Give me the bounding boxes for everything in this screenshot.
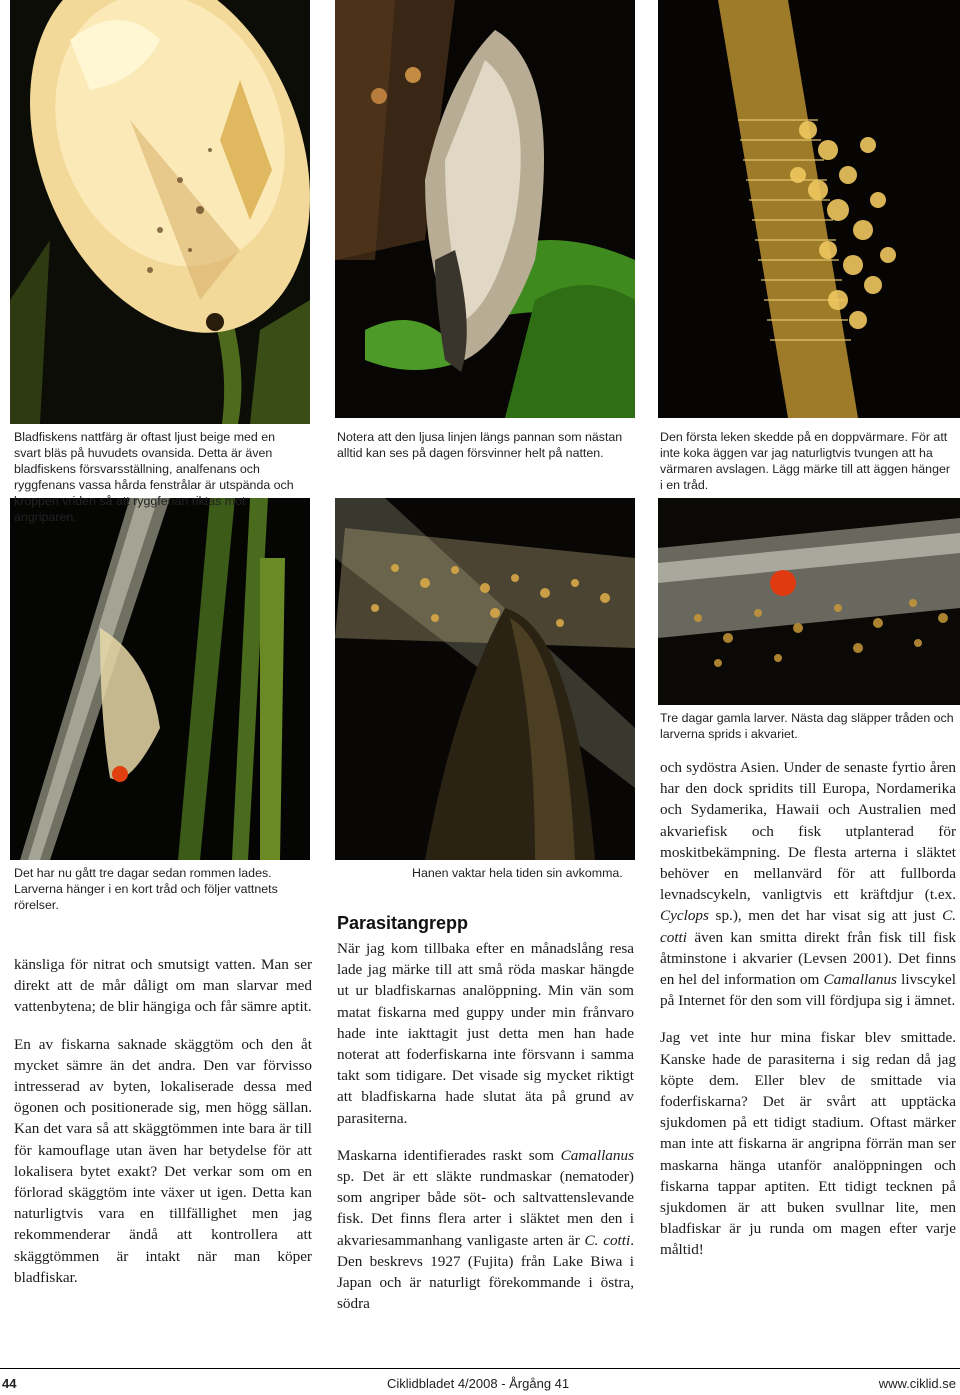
magazine-issue: Ciklidbladet 4/2008 - Årgång 41 [387,1376,570,1391]
column-3 [660,757,956,1261]
species-name: C. cotti [584,1231,631,1249]
column-2-text: . Den beskrevs 1927 (Fujita) från Lake Biwa i Japan och är naturligt förekommande i östra, södra [337,1231,635,1313]
website-url: www.ciklid.se [878,1376,956,1391]
column-2 [337,938,634,1314]
footer-rule [0,1368,960,1369]
caption-male-guarding: Hanen vaktar hela tiden sin avkomma. [412,866,623,880]
column-3-paragraph-1 [660,757,956,1011]
page-number: 44 [2,1376,17,1391]
column-3-paragraph-2: Jag vet inte hur mina fiskar blev smittade. Kanske hade de parasiterna i sig redan då jag köpte dem. Eller blev de smittade via foderfiskarna? Det är svårt att upptäcka sjukdomen på ett tidigt stadium. Oftast märker man inte att fiskarna är angripna förrän man ser maskarna hänga utanför analöppningen och fiskarna tappar aptiten. Ett tidigt tecknen på sjukdomen är att buken svullnar lite, men bladfiskar är ju runda om magen efter varje måltid! [660,1029,956,1259]
column-2-paragraph-2 [337,1145,634,1315]
photo-three-day-old-larvae [658,498,960,705]
caption-night-colour: Bladfiskens nattfärg är oftast ljust beige med en svart bläs på huvudets ovansida. Detta är även bladfiskens försvarsställning, analfenans och ryggfenans vassa hårda fenstrålar är utspända och kroppen vriden så att ryggfenan riktas mot angriparen. [14,430,294,524]
photo-leaf-fish-head-down [335,0,635,418]
caption-three-day-larvae: Tre dagar gamla larver. Nästa dag släpper tråden och larverna sprids i akvariet. [660,711,954,741]
column-3-text: även kan smitta direkt från fisk till fisk åtminstone i akvarier (Levsen 2001). Det finns en hel del information om [660,928,956,989]
column-1 [14,954,312,1288]
genus-name: Camallanus [560,1146,634,1164]
column-3-text: sp.), men det har visat sig att just [708,907,943,925]
column-2-paragraph-1: När jag kom tillbaka efter en månadslång resa lade jag märke till att små röda maskar hängde ut ur bladfiskarnas analöppning. Min vän som matat fiskarna med guppy under min frånvaro hade inte iakttagit just detta men han hade noterat att foderfiskarna inte försvann i samma takt som tidigare. Det visade sig mycket riktigt att bladfiskarna hade slutat äta på grund av parasiterna. [337,940,634,1127]
photo-larvae-hanging-threads [10,498,310,860]
photo-eggs-on-heater [658,0,960,418]
genus-name: Camallanus [823,971,897,989]
photo-male-guarding-young [335,498,635,860]
caption-first-spawn: Den första leken skedde på en doppvärmare. För att inte koka äggen var jag naturligtvis tvungen att ha värmaren avslagen. Lägg märke till att äggen hänger i en tråd. [660,430,950,492]
heading-parasitangrepp: Parasitangrepp [337,913,469,933]
species-name: C. cotti [660,907,956,946]
column-3-text: och sydöstra Asien. Under de senaste fyrtio åren har den dock spridits till Europa, Nordamerika och Sydamerika, Hawaii och Australien med akvariefisk och fisk utplanterad för moskitbekämpning. De flesta arterna i släktet behöver en mellanvärd för att fullborda levnadscykeln, vanligtvis ett kräftdjur (t.ex. [660,759,956,904]
genus-name: Cyclops [660,907,709,925]
column-3-text: livscykel på Internet för den som vill fördjupa sig i ämnet. [660,971,956,1010]
column-2-text: sp. Det är ett släkte rundmaskar (nematoder) som angriper både söt- och saltvattenslevande fisk. Det finns flera arter i släktet men den i akvariesammanhang vanligaste arten är [337,1168,634,1249]
column-1-paragraph-2: En av fiskarna saknade skäggtöm och den åt mycket sämre än det andra. Den var förvisso intresserad av byten, lokaliserade dessa med ögonen och positionerade sig, men högg sällan. Kan det vara så att skäggtömmen inte bara är till för kamouflage utan även har betydelse för att lokalisera bytet exakt? Det verkar som om en förlorad skäggtöm inte växer ut igen. Detta kan naturligtvis vara en tillfällighet men jag rekommenderar ändå att kontrollera att skäggtömmen är intakt när man köper bladfiskar. [14,1035,312,1286]
photo-leaf-fish-night-colour [10,0,310,424]
column-1-paragraph-1: känsliga för nitrat och smutsigt vatten. Man ser direkt att de mår dåligt om man slarvar med vattenbytena; de blir hängiga och får sämre aptit. [14,956,312,1016]
caption-three-days: Det har nu gått tre dagar sedan rommen lades. Larverna hänger i en kort tråd och följer vattnets rörelser. [14,866,278,912]
caption-light-line: Notera att den ljusa linjen längs pannan som nästan alltid kan ses på dagen försvinner helt på natten. [337,430,623,460]
column-2-text: Maskarna identifierades raskt som [337,1146,561,1164]
